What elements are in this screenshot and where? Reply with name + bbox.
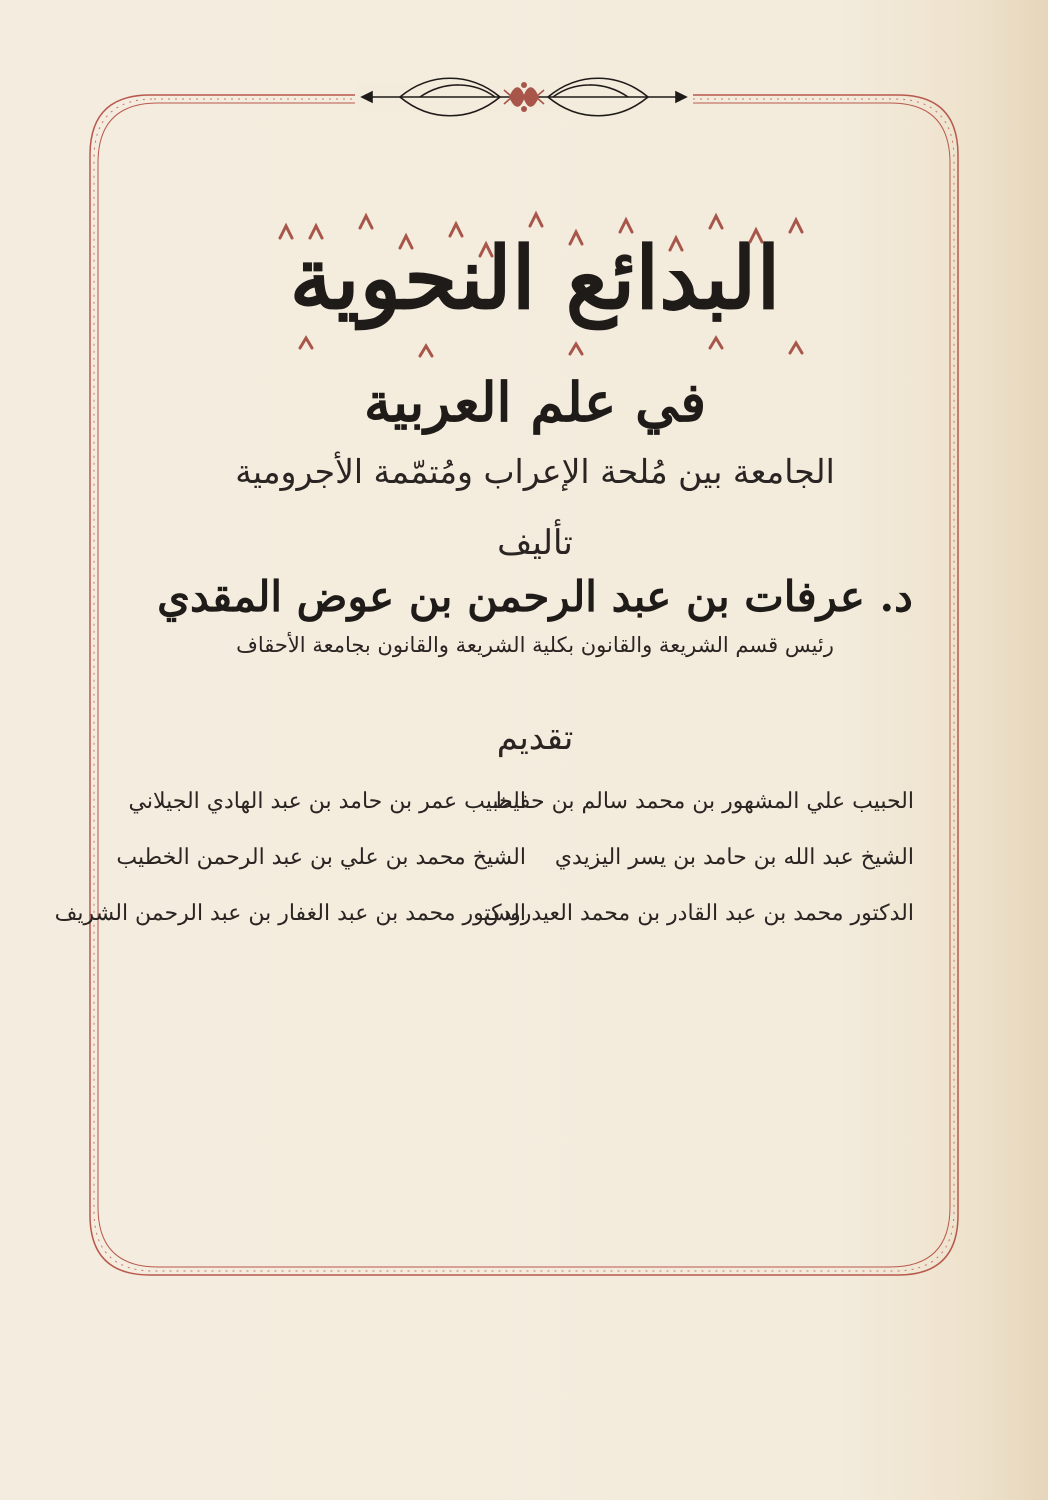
book-title [150,223,920,335]
author-affiliation: رئيس قسم الشريعة والقانون بكلية الشريعة والقانون بجامعة الأحقاف [236,633,834,658]
book-description: الجامعة بين مُلحة الإعراب ومُتمّمة الأجرومية [235,451,835,491]
presenters-column-left [54,774,526,942]
book-subtitle: في علم العربية [363,369,707,434]
title-page-content [54,205,920,942]
presenter-item: الحبيب عمر بن حامد بن عبد الهادي الجيلاني [128,788,526,814]
author-name: د. عرفات بن عبد الرحمن بن عوض المقدي [157,572,913,622]
title-diacritic-ornaments [150,198,920,378]
authorship-label: تأليف [497,523,573,564]
foreword-label: تقديم [496,717,574,758]
presenter-item: الحبيب علي المشهور بن محمد سالم بن حفيظ [492,788,914,814]
presenter-item: الدكتور محمد بن عبد الغفار بن عبد الرحمن الشريف [54,900,526,926]
presenter-item: الشيخ محمد بن علي بن عبد الرحمن الخطيب [116,844,526,870]
presenter-item: الشيخ عبد الله بن حامد بن يسر اليزيدي [554,844,914,870]
presenters-list [54,774,920,942]
book-title-text: البدائع النحوية [289,228,781,329]
presenter-item: الدكتور محمد بن عبد القادر بن محمد العيدروس [483,900,914,926]
presenters-column-right [483,774,914,942]
